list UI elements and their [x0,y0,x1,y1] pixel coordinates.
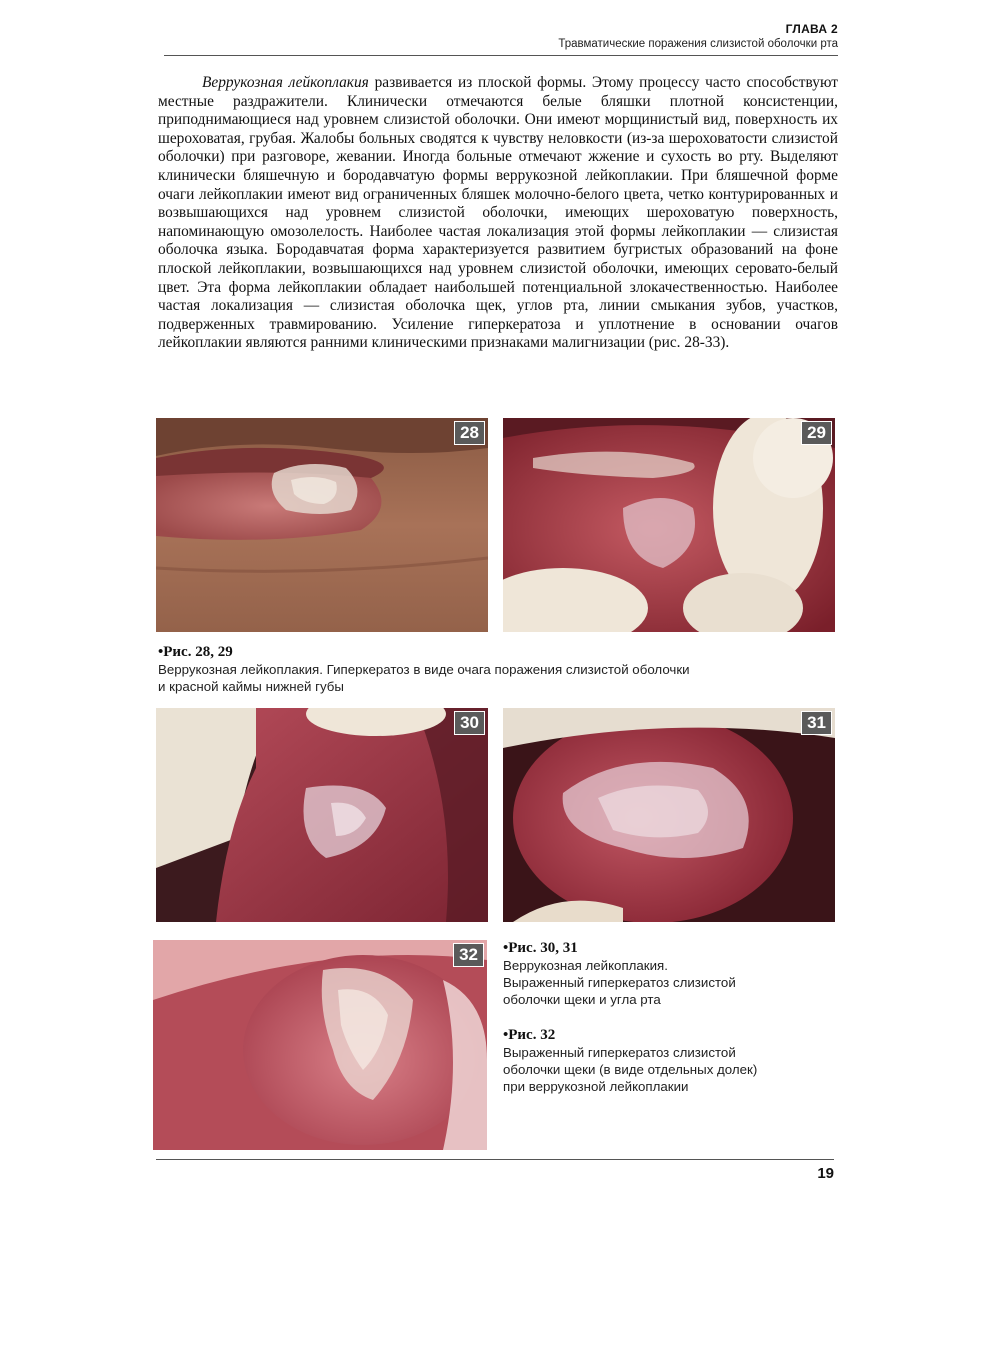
body-paragraph [158,74,838,353]
caption-figures-28-29 [158,644,798,695]
figure-31-number: 31 [801,711,832,735]
figure-29-photo [503,418,835,632]
caption-figure-32 [503,1027,803,1095]
caption-line: Выраженный гиперкератоз слизистой [503,1045,736,1060]
figure-28-photo [156,418,488,632]
figure-31-photo [503,708,835,922]
caption-line: оболочки щеки (в виде отдельных долек) [503,1062,758,1077]
mucosa-photo-32 [153,940,487,1150]
mucosa-photo-30 [156,708,488,922]
lip-photo-28 [156,418,488,632]
figure-29-number: 29 [801,421,832,445]
caption-line: Выраженный гиперкератоз слизистой [503,975,736,990]
caption-line: Веррукозная лейкоплакия. [503,958,668,973]
figure-30-photo [156,708,488,922]
caption-title: •Рис. 32 [503,1027,556,1043]
figure-28-number: 28 [454,421,485,445]
mucosa-photo-31 [503,708,835,922]
caption-title: •Рис. 30, 31 [503,940,578,956]
header-divider [164,55,838,56]
caption-line: оболочки щеки и угла рта [503,992,661,1007]
lip-photo-29 [503,418,835,632]
figure-30-number: 30 [454,711,485,735]
chapter-label: ГЛАВА 2 [785,22,838,36]
chapter-subtitle: Травматические поражения слизистой оболочки рта [558,38,838,50]
caption-title: •Рис. 28, 29 [158,644,233,660]
page-number: 19 [817,1165,834,1182]
body-text: развивается из плоской формы. Этому процессу часто способствуют местные раздражители. Клинически отмечаются белые бляшки плотной консистенции, приподнимающиеся над уровнем слизистой оболочки. Они имеют морщинистый вид, поверхность их шероховатая, грубая. Жалобы больных сводятся к чувству неловкости (из-за шероховатости слизистой оболочки) при разговоре, жевании. Иногда больные отмечают жжение и сухость во рту. Выделяют клинически бляшечную и бородавчатую формы веррукозной лейкоплакии. При бляшечной форме очаги лейкоплакии имеют вид ограниченных бляшек молочно-белого цвета, четко контурированных и возвышающихся над уровнем слизистой оболочки, имеющих шероховатую поверхность, напоминающую омозолелость. Наиболее частая локализация этой формы лейкоплакии — слизистая оболочка языка. Бородавчатая форма характеризуется развитием бугристых образований на фоне плоской лейкоплакии, возвышающихся над уровнем слизистой оболочки, имеющих серовато-белый цвет. Эта форма лейкоплакии обладает наибольшей потенциальной злокачественностью. Наиболее частая локализация — слизистая оболочка щек, углов рта, линии смыкания зубов, участков, подверженных травмированию. Усиление гиперкератоза и уплотнение в основании очагов лейкоплакии являются ранними клиническими признаками малигнизации (рис. 28-33). [158,74,838,352]
caption-figures-30-31 [503,940,803,1008]
figure-32-photo [153,940,487,1150]
figure-32-number: 32 [453,943,484,967]
footer-divider [156,1159,834,1160]
caption-line: при веррукозной лейкоплакии [503,1079,689,1094]
body-term: Веррукозная лейкоплакия [202,74,369,91]
caption-line: Веррукозная лейкоплакия. Гиперкератоз в виде очага поражения слизистой оболочки [158,662,690,677]
caption-line: и красной каймы нижней губы [158,679,344,694]
running-header [558,22,838,50]
